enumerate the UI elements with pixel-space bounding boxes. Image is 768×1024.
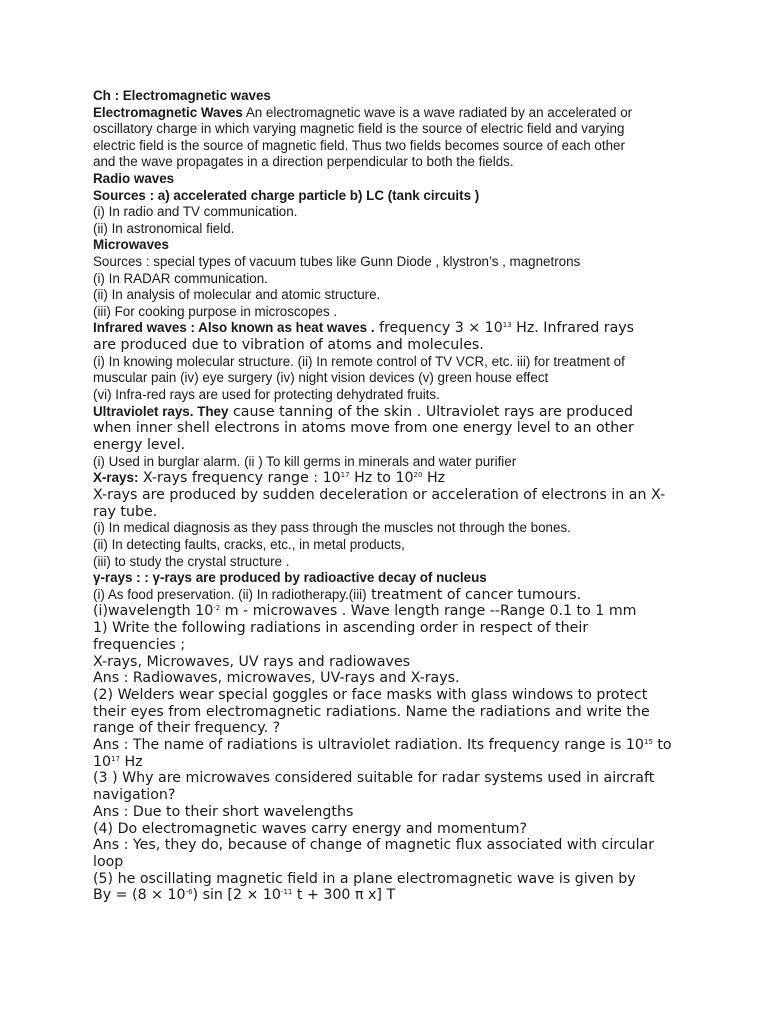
xray-line <box>93 470 683 487</box>
ir-line: (i) In knowing molecular structure. (ii) In remote control of TV VCR, etc. iii) for treatment of <box>93 353 625 369</box>
question-1: frequencies ; <box>93 636 186 653</box>
question-2: (2) Welders wear special goggles or face masks with glass windows to protect <box>93 686 648 703</box>
question-2: their eyes from electromagnetic radiations. Name the radiations and write the <box>93 703 650 720</box>
question-2: range of their frequency. ? <box>93 720 281 737</box>
chapter-title: Ch : Electromagnetic waves <box>93 88 271 103</box>
answer-2 <box>93 737 683 754</box>
wavelength-text: (i)wavelength 10 <box>93 603 214 620</box>
equation-text: By = (8 × 10 <box>93 887 186 904</box>
xray-use: (ii) In detecting faults, cracks, etc., in metal products, <box>93 536 405 552</box>
answer-2 <box>93 754 683 771</box>
xray-use: (i) In medical diagnosis as they pass through the muscles not through the bones. <box>93 520 571 536</box>
uv-line <box>93 404 683 421</box>
equation-text: t + 300 π x] T <box>292 887 396 904</box>
ir-line: muscular pain (iv) eye surgery (iv) night vision devices (v) green house effect <box>93 370 549 386</box>
xray-use: (iii) to study the crystal structure . <box>93 553 290 569</box>
answer-2-text: to <box>652 737 672 754</box>
em-heading: Electromagnetic Waves <box>93 104 243 120</box>
answer-4: Ans : Yes, they do, because of change of magnetic flux associated with circular <box>93 837 655 854</box>
ir-heading: Infrared waves : Also known as heat waves . <box>93 320 375 336</box>
uv-heading: Ultraviolet rays. They <box>93 403 229 419</box>
ir-line: (vi) Infra-red rays are used for protecting dehydrated fruits. <box>93 386 440 402</box>
answer-2-exponent: 15 <box>643 738 653 747</box>
answer-1: Ans : Radiowaves, microwaves, UV-rays and X-rays. <box>93 670 460 687</box>
xray-heading: X-rays: <box>93 470 139 486</box>
question-4: (4) Do electromagnetic waves carry energy and momentum? <box>93 820 527 837</box>
micro-use: (i) In RADAR communication. <box>93 270 268 286</box>
em-paragraph-line <box>93 105 683 122</box>
equation-text: ) sin [2 × 10 <box>192 887 281 904</box>
xray-freq-text: Hz to 10 <box>349 470 414 487</box>
wavelength-exponent: -2 <box>213 604 221 613</box>
question-1: 1) Write the following radiations in ascending order in respect of their <box>93 620 589 637</box>
question-1: X-rays, Microwaves, UV rays and radiowaves <box>93 653 411 670</box>
radio-sources: Sources : a) accelerated charge particle b) LC (tank circuits ) <box>93 187 480 203</box>
ir-freq-text: frequency 3 × 10 <box>374 320 503 337</box>
ir-freq-exponent: 13 <box>502 321 512 330</box>
xray-exponent: 17 <box>340 471 350 480</box>
ir-line <box>93 320 683 337</box>
equation-exponent: -11 <box>280 888 293 897</box>
answer-2-text: 10 <box>93 753 112 770</box>
em-text: An electromagnetic wave is a wave radiated by an accelerated or <box>242 104 633 120</box>
radio-use: (ii) In astronomical field. <box>93 220 235 236</box>
answer-2-exponent: 17 <box>111 754 120 763</box>
xray-line: X-rays are produced by sudden deceleration or acceleration of electrons in an X- <box>93 486 666 503</box>
micro-use: (iii) For cooking purpose in microscopes . <box>93 303 338 319</box>
equation-exponent: -6 <box>185 888 193 897</box>
micro-heading: Microwaves <box>93 237 169 253</box>
xray-freq-text: X-rays frequency range : 10 <box>138 470 341 487</box>
gamma-heading: γ-rays : : γ-rays are produced by radioactive decay of nucleus <box>93 570 487 586</box>
ir-freq-text-end: Hz. Infrared rays <box>511 320 635 337</box>
gamma-uses: (i) As food preservation. (ii) In radiotherapy.(iii) <box>93 586 367 602</box>
uv-text: cause tanning of the skin . Ultraviolet rays are produced <box>228 403 634 420</box>
gamma-uses-end: treatment of cancer tumours. <box>366 586 582 603</box>
wavelength-line <box>93 603 683 620</box>
gamma-line <box>93 587 683 604</box>
micro-use: (ii) In analysis of molecular and atomic structure. <box>93 287 381 303</box>
answer-2-text: Hz <box>119 753 143 770</box>
micro-sources: Sources : special types of vacuum tubes like Gunn Diode , klystron’s , magnetrons <box>93 253 581 269</box>
equation <box>93 887 683 904</box>
answer-3: Ans : Due to their short wavelengths <box>93 803 354 820</box>
question-3: navigation? <box>93 787 176 804</box>
answer-2-text: Ans : The name of radiations is ultraviolet radiation. Its frequency range is 10 <box>93 737 644 754</box>
wavelength-text-end: m - microwaves . Wave length range --Range 0.1 to 1 mm <box>220 603 637 620</box>
answer-4: loop <box>93 853 124 870</box>
document-page <box>93 86 683 904</box>
uv-line: energy level. <box>93 436 186 453</box>
ir-line: are produced due to vibration of atoms and molecules. <box>93 337 484 354</box>
xray-exponent: 20 <box>413 471 423 480</box>
em-paragraph-line: oscillatory charge in which varying magnetic field is the source of electric field and varying <box>93 121 625 137</box>
question-3: (3 ) Why are microwaves considered suitable for radar systems used in aircraft <box>93 770 655 787</box>
radio-use: (i) In radio and TV communication. <box>93 204 298 220</box>
em-paragraph-line: and the wave propagates in a direction perpendicular to both the fields. <box>93 154 514 170</box>
question-5: (5) he oscillating magnetic field in a plane electromagnetic wave is given by <box>93 870 636 887</box>
xray-freq-text: Hz <box>422 470 446 487</box>
radio-heading: Radio waves <box>93 170 175 186</box>
em-paragraph-line: electric field is the source of magnetic field. Thus two fields becomes source of each other <box>93 137 625 153</box>
uv-line: (i) Used in burglar alarm. (ii ) To kill germs in minerals and water purifier <box>93 453 517 469</box>
xray-line: ray tube. <box>93 503 158 520</box>
uv-line: when inner shell electrons in atoms move from one energy level to an other <box>93 420 634 437</box>
